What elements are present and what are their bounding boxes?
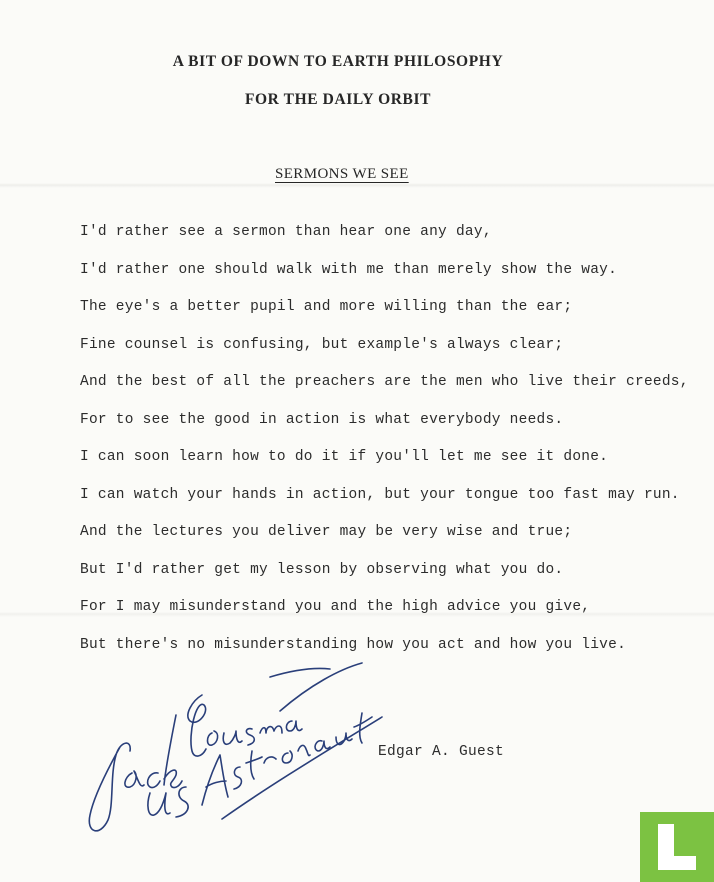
poem-line: I can soon learn how to do it if you'll let me see it done. [80, 449, 609, 465]
watermark-logo [640, 812, 714, 882]
poem-line: For I may misunderstand you and the high advice you give, [80, 599, 591, 615]
poem-line: The eye's a better pupil and more willing than the ear; [80, 299, 573, 315]
poem-line: But I'd rather get my lesson by observing what you do. [80, 561, 564, 578]
handwritten-signature [80, 655, 390, 845]
poem-line: And the lectures you deliver may be very wise and true; [80, 524, 573, 540]
poem-line: For to see the good in action is what everybody needs. [80, 411, 564, 428]
poem-line: But there's no misunderstanding how you act and how you live. [80, 636, 627, 653]
poem-line: I'd rather one should walk with me than merely show the way. [80, 261, 618, 278]
poem-line: Fine counsel is confusing, but example's always clear; [80, 336, 564, 353]
poem-line: I'd rather see a sermon than hear one any day, [80, 224, 492, 240]
heading-line-1: A BIT OF DOWN TO EARTH PHILOSOPHY [172, 53, 504, 70]
poem-line: I can watch your hands in action, but your tongue too fast may run. [80, 486, 680, 503]
author-name: Edgar A. Guest [378, 744, 505, 760]
poem-line: And the best of all the preachers are the men who live their creeds, [80, 374, 689, 390]
heading-line-2: FOR THE DAILY ORBIT [244, 91, 432, 108]
poem-title: SERMONS WE SEE [275, 166, 409, 182]
poem-body [80, 220, 689, 670]
